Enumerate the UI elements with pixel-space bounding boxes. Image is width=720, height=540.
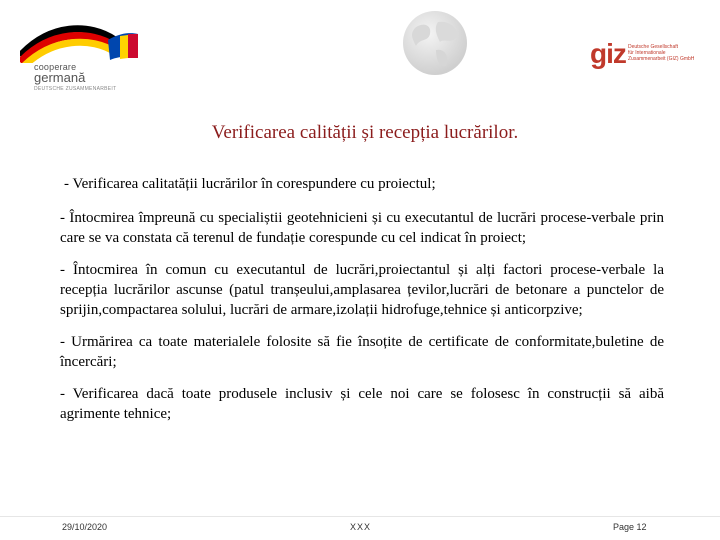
footer-center-text: XXX	[350, 522, 372, 532]
header	[0, 0, 720, 110]
footer-divider	[0, 516, 720, 517]
paragraph-2: - Întocmirea împreună cu specialiștii geotehnicieni și cu executantul de lucrări procese-verbale prin care se va constata că terenul de fundație corespunde cu cel indicat în proiect;	[60, 210, 664, 246]
slide-body	[60, 174, 664, 436]
cooperare-germana-logo	[20, 18, 150, 98]
flag-swoosh-icon	[20, 18, 150, 63]
giz-descriptor	[628, 44, 718, 62]
logo-line-3: DEUTSCHE ZUSAMMENARBEIT	[34, 86, 117, 92]
logo-line-1: cooperare	[34, 62, 77, 72]
giz-text-line-1: Deutsche Gesellschaft	[628, 44, 679, 50]
paragraph-1: - Verificarea calitatății lucrărilor în corespundere cu proiectul;	[64, 176, 436, 192]
slide-title: Verificarea calității și recepția lucrărilor.	[211, 122, 519, 143]
giz-text-line-2: für Internationale	[628, 50, 666, 56]
logo-line-2: germană	[34, 70, 86, 85]
paragraph-4: - Urmărirea ca toate materialele folosite să fie însoțite de certificate de conformitate,buletine de încercări;	[60, 334, 664, 370]
giz-text-line-3: Zusammenarbeit (GIZ) GmbH	[628, 56, 695, 62]
giz-wordmark: giz	[590, 38, 626, 69]
globe-icon	[400, 8, 470, 78]
footer-page-number: Page 12	[613, 522, 647, 532]
paragraph-3: - Întocmirea în comun cu executantul de lucrări,proiectantul și alți factori procese-verbale la recepția lucrărilor ascunse (patul tranșeului,amplasarea țevilor,lucrări de betonare a punctelor de sprijin,compactarea solului, lucrări de armare,izolații hidrofuge,tehnice și anticorpzive;	[60, 262, 664, 318]
paragraph-5: - Verificarea dacă toate produsele inclusiv și cele noi care se folosesc în construcții să aibă agrimente tehnice;	[60, 386, 664, 422]
footer-date: 29/10/2020	[62, 522, 108, 532]
